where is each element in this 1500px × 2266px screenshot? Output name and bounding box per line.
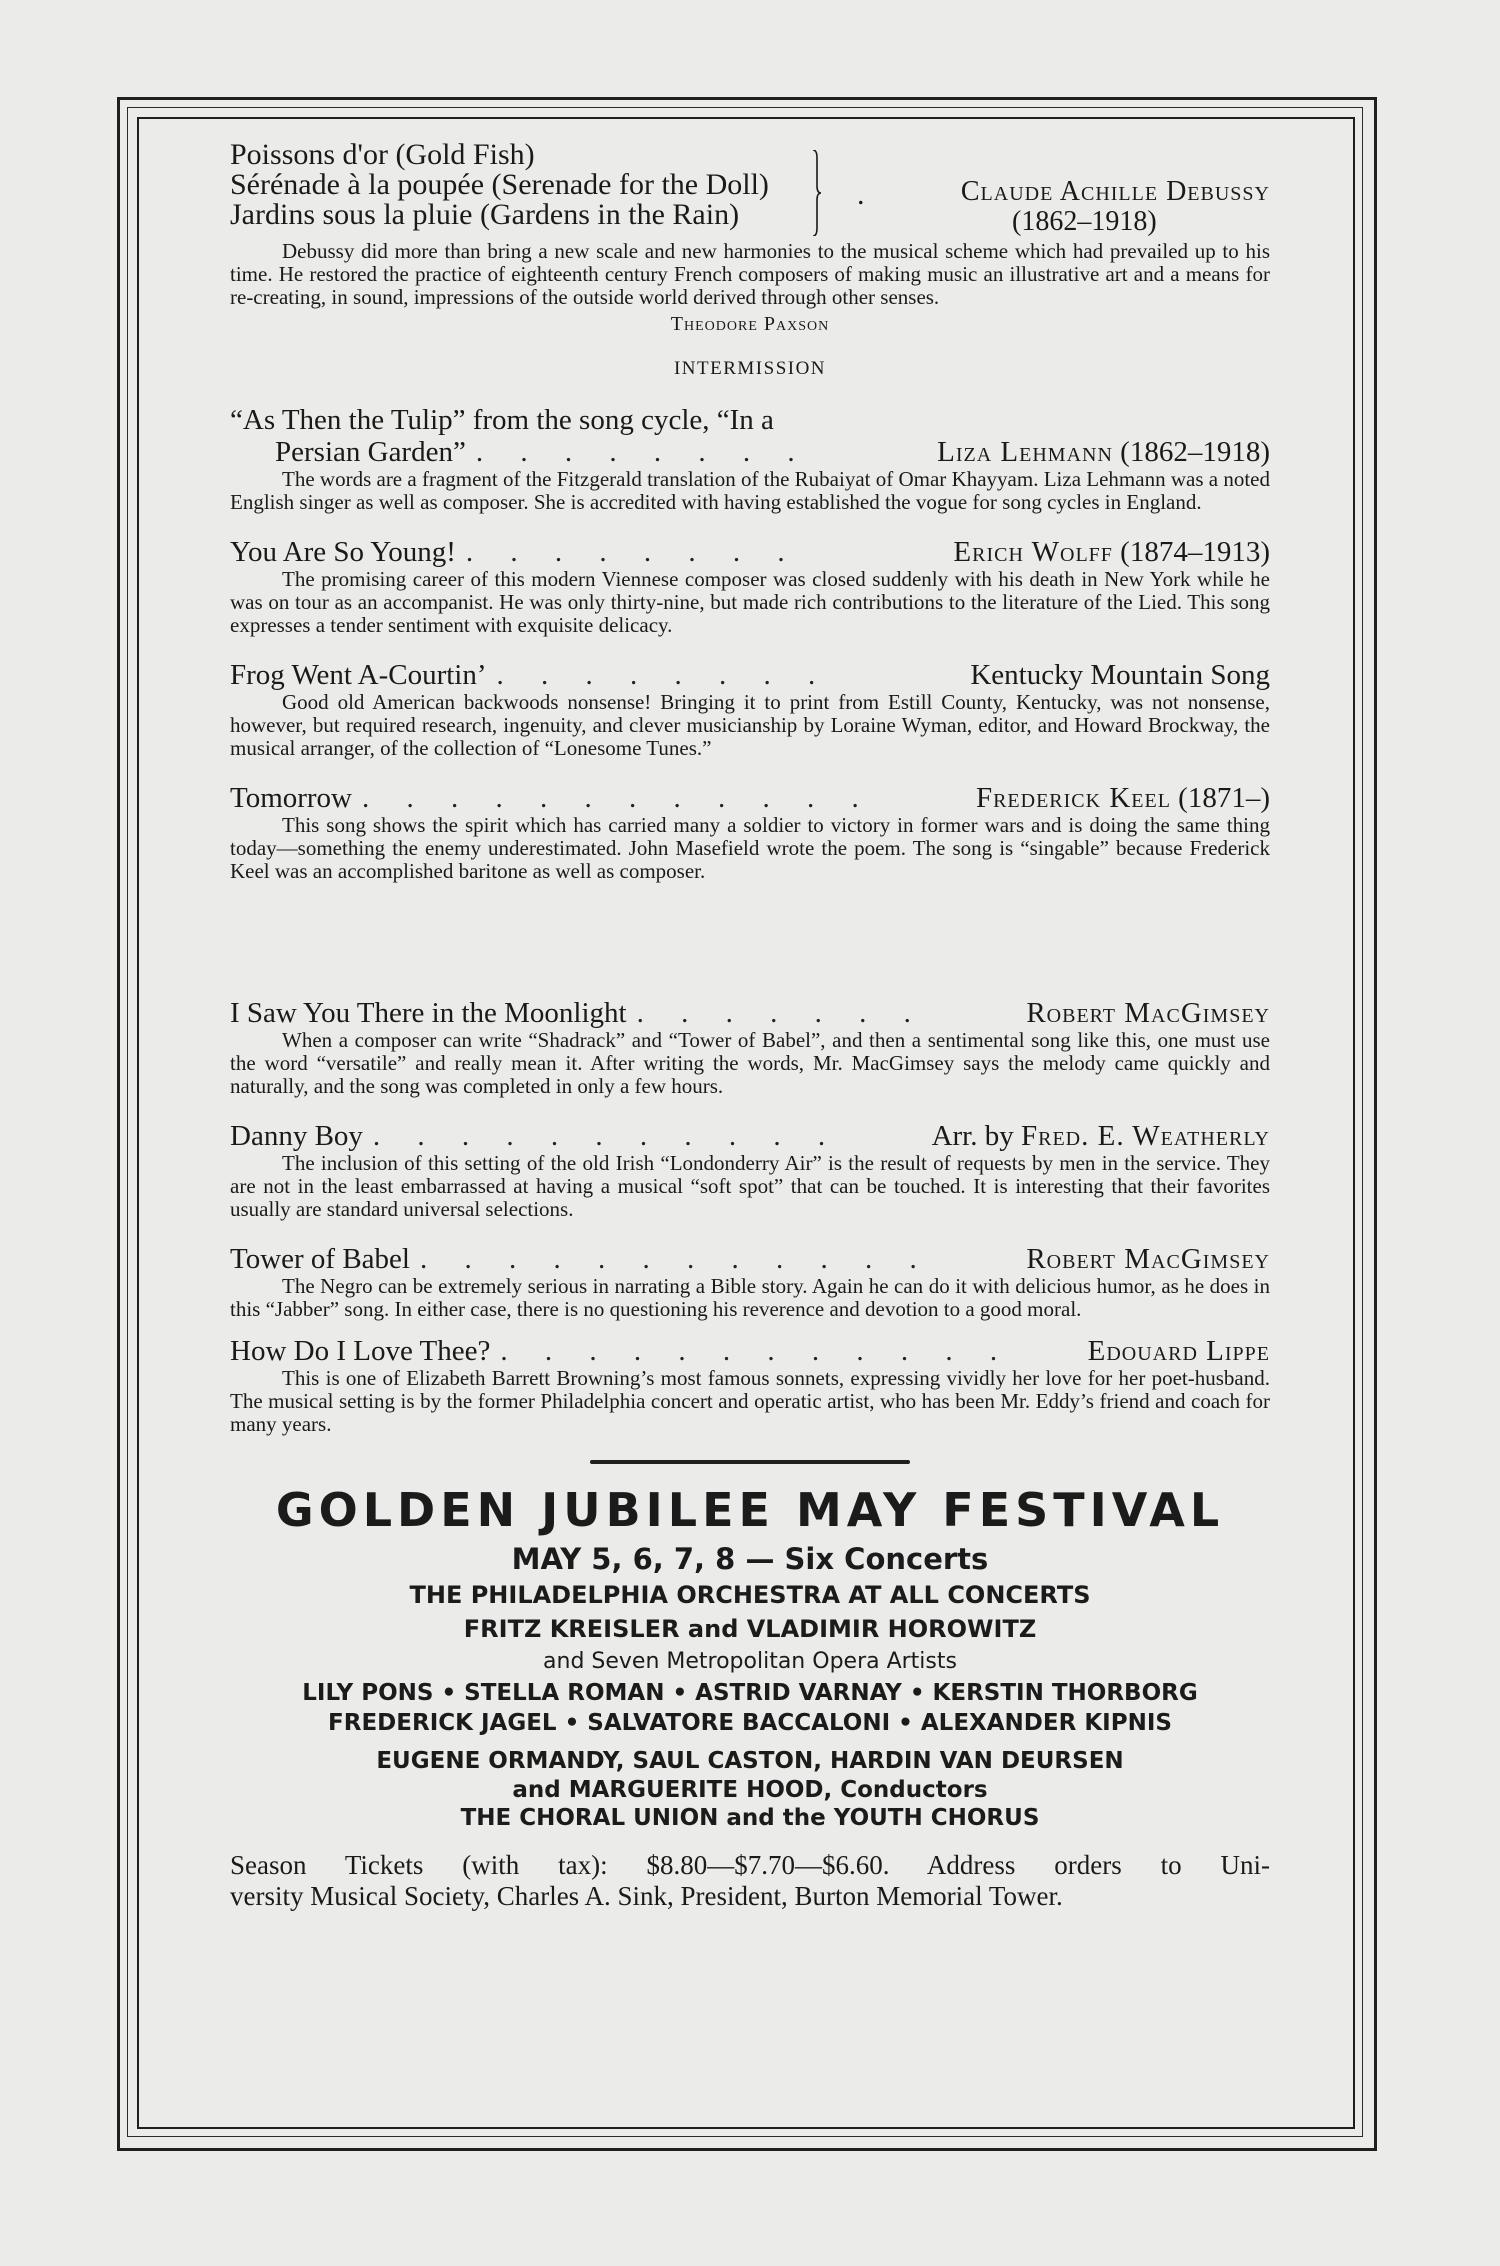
leader-dots: . . . . . . . .	[465, 536, 800, 568]
program-content	[230, 140, 1270, 1912]
piece-title: Tomorrow	[230, 782, 353, 814]
debussy-titles	[230, 140, 769, 230]
piece-title: Tower of Babel	[230, 1243, 410, 1275]
piece-tower-of-babel	[230, 1243, 1270, 1321]
season-tickets-line2: versity Musical Society, Charles A. Sink, President, Burton Memorial Tower.	[230, 1881, 1063, 1911]
piece-composer: Frederick Keel (1871–)	[975, 782, 1270, 814]
festival-conductors-2: and MARGUERITE HOOD, Conductors	[512, 1777, 988, 1803]
piece-note: This song shows the spirit which has carried many a soldier to victory in former wars and is doing the same thing today—something the enemy underestimated. John Masefield wrote the poem. The song is “singable” because Frederick Keel was an accomplished baritone as well as composer.	[230, 813, 1270, 883]
piece-composer: Arr. by Fred. E. Weatherly	[931, 1120, 1270, 1152]
piece-danny-boy	[230, 1120, 1270, 1221]
piece-note: The Negro can be extremely serious in narrating a Bible story. Again he can do it with delicious humor, as he does in this “Jabber” song. In either case, there is no questioning his reverence and devotion to a good moral.	[230, 1274, 1270, 1321]
performer-credit: Theodore Paxson	[670, 313, 830, 335]
leader-dots: . . . . . . . .	[475, 436, 810, 468]
piece-title: How Do I Love Thee?	[230, 1335, 491, 1367]
piece-heading	[230, 997, 1270, 1029]
debussy-composer: Claude Achille Debussy	[960, 176, 1270, 207]
piece-title: Frog Went A-Courtin’	[230, 659, 487, 691]
piece-note: This is one of Elizabeth Barrett Browning’s most famous sonnets, expressing vividly her love for her poet-husband. The musical setting is by the former Philadelphia concert and operatic artist, who has been Mr. Eddy’s friend and coach for many years.	[230, 1366, 1270, 1436]
piece-note: The promising career of this modern Viennese composer was closed suddenly with his death in New York while he was on tour as an accompanist. He was only thirty-nine, but made rich contributions to the literature of the Lied. This song expresses a tender sentiment with exquisite delicacy.	[230, 567, 1270, 637]
festival-chorus: THE CHORAL UNION and the YOUTH CHORUS	[460, 1805, 1040, 1831]
debussy-leader-dot: .	[857, 178, 865, 211]
brace-icon	[813, 150, 821, 236]
leader-dots: . . . . . . . . . . . .	[500, 1335, 1013, 1367]
piece-title-line1: “As Then the Tulip” from the song cycle, “In a	[230, 404, 774, 436]
festival-artists-1: LILY PONS • STELLA ROMAN • ASTRID VARNAY • KERSTIN THORBORG	[302, 1680, 1198, 1706]
leader-dots: . . . . . . . . . . . .	[419, 1243, 932, 1275]
debussy-title-1: Poissons d'or (Gold Fish)	[230, 138, 535, 171]
piece-heading	[230, 1243, 1270, 1275]
piece-composer: Edouard Lippe	[1087, 1335, 1270, 1367]
piece-title-line2: Persian Garden”	[275, 436, 466, 468]
leader-dots: . . . . . . .	[636, 997, 926, 1029]
piece-note: When a composer can write “Shadrack” and “Tower of Babel”, and then a sentimental song like this, one must use the word “versatile” and really mean it. After writing the words, Mr. MacGimsey says the melody came quickly and naturally, and the song was completed in only a few hours.	[230, 1028, 1270, 1098]
leader-dots: . . . . . . . . . . .	[372, 1120, 841, 1152]
piece-composer: Liza Lehmann (1862–1918)	[937, 436, 1270, 468]
divider-rule	[590, 1460, 910, 1464]
piece-composer: Erich Wolff (1874–1913)	[953, 536, 1270, 568]
debussy-group	[230, 140, 1270, 240]
piece-heading	[230, 1120, 1270, 1152]
festival-dates: MAY 5, 6, 7, 8 — Six Concerts	[511, 1542, 989, 1576]
piece-heading	[230, 1335, 1270, 1367]
piece-note: The words are a fragment of the Fitzgerald translation of the Rubaiyat of Omar Khayyam. Liza Lehmann was a noted English singer as well as composer. She is accredited with having established the vogue for song cycles in England.	[230, 467, 1270, 514]
spacer	[230, 883, 1270, 975]
debussy-title-3: Jardins sous la pluie (Gardens in the Rain)	[230, 198, 740, 231]
piece-heading	[230, 536, 1270, 568]
debussy-dates: (1862–1918)	[1012, 206, 1157, 237]
piece-tomorrow	[230, 782, 1270, 883]
festival-artists-2: FREDERICK JAGEL • SALVATORE BACCALONI • ALEXANDER KIPNIS	[328, 1710, 1172, 1736]
debussy-note: Debussy did more than bring a new scale and new harmonies to the musical scheme which had prevailed up to his time. He restored the practice of eighteenth century French composers of making music an illustrative art and a means for re-creating, in sound, impressions of the outside world derived through other senses.	[230, 239, 1270, 309]
piece-how-do-i-love-thee	[230, 1335, 1270, 1436]
festival-met-artists: and Seven Metropolitan Opera Artists	[543, 1649, 957, 1674]
piece-composer: Robert MacGimsey	[1026, 997, 1270, 1029]
debussy-title-2: Sérénade à la poupée (Serenade for the Doll)	[230, 168, 769, 201]
festival-orchestra: THE PHILADELPHIA ORCHESTRA AT ALL CONCERTS	[409, 1581, 1091, 1609]
piece-note: The inclusion of this setting of the old Irish “Londonderry Air” is the result of requests by men in the service. They are not in the least embarrassed at having a musical “soft spot” that can be touched. It is interesting that their favorites usually are standard universal selections.	[230, 1151, 1270, 1221]
piece-wolff	[230, 536, 1270, 637]
piece-title: You Are So Young!	[230, 536, 456, 568]
piece-heading	[230, 782, 1270, 814]
piece-heading	[230, 659, 1270, 691]
leader-dots: . . . . . . . . . . . .	[362, 782, 874, 814]
piece-heading	[230, 436, 1270, 468]
piece-title: I Saw You There in the Moonlight	[230, 997, 627, 1029]
piece-composer: Robert MacGimsey	[1026, 1243, 1270, 1275]
piece-moonlight	[230, 997, 1270, 1098]
festival-conductors-1: EUGENE ORMANDY, SAUL CASTON, HARDIN VAN DEURSEN	[376, 1748, 1124, 1774]
piece-title: Danny Boy	[230, 1120, 363, 1152]
piece-frog	[230, 659, 1270, 760]
leader-dots: . . . . . . . .	[496, 659, 831, 691]
festival-soloists: FRITZ KREISLER and VLADIMIR HOROWITZ	[463, 1615, 1037, 1643]
season-tickets-line1: Season Tickets (with tax): $8.80—$7.70—$6.60. Address orders to Uni-	[230, 1850, 1270, 1880]
piece-note: Good old American backwoods nonsense! Bringing it to print from Estill County, Kentucky, was not nonsense, however, but required research, ingenuity, and clever musicianship by Loraine Wyman, editor, and Howard Brockway, the musical arranger, of the collection of “Lonesome Tunes.”	[230, 690, 1270, 760]
piece-lehmann	[230, 404, 1270, 514]
festival-announcement	[230, 1482, 1270, 1832]
piece-composer: Kentucky Mountain Song	[970, 659, 1270, 691]
festival-title: GOLDEN JUBILEE MAY FESTIVAL	[275, 1483, 1225, 1537]
intermission-heading: INTERMISSION	[673, 358, 827, 379]
